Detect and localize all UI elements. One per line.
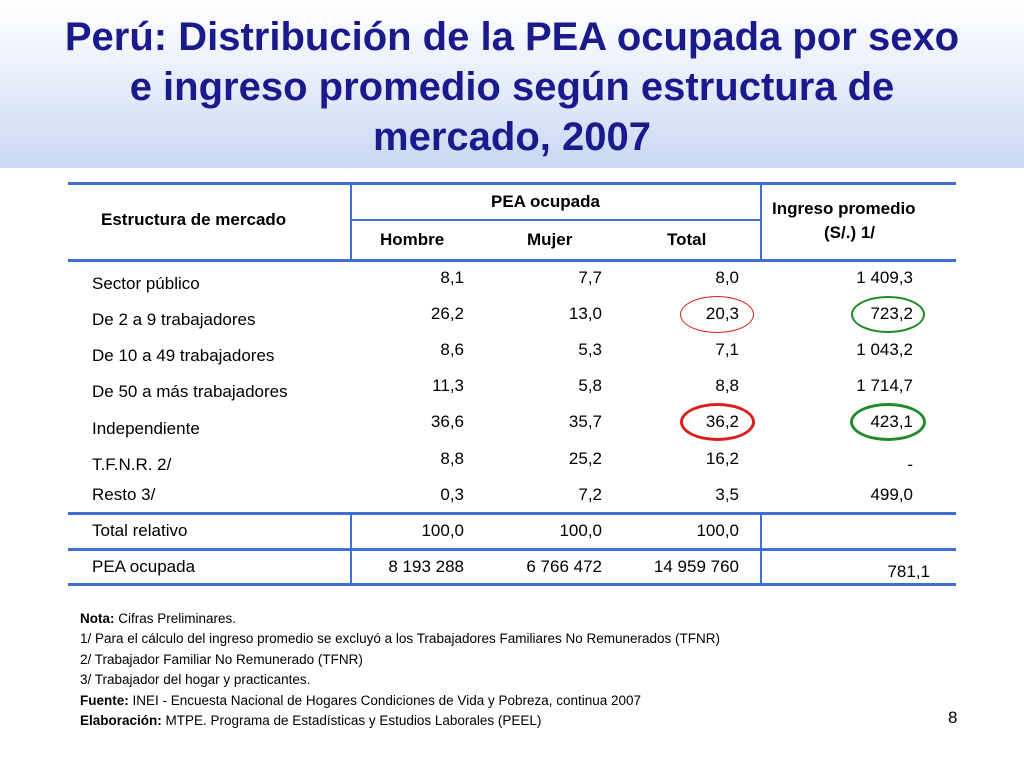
footnote-2: 2/ Trabajador Familiar No Remunerado (TFNR)	[80, 651, 363, 667]
title-line-1: Perú: Distribución de la PEA ocupada por sexo	[64, 15, 960, 59]
row-label: T.F.N.R. 2/	[92, 455, 172, 474]
cell-mujer: 35,7	[568, 412, 602, 431]
total-relativo-top-rule	[68, 512, 956, 515]
row-label: De 2 a 9 trabajadores	[92, 310, 256, 329]
col-divider-2-body	[760, 513, 762, 584]
nota-label: Nota:	[80, 611, 115, 626]
cell-ingreso: 1 409,3	[856, 268, 913, 287]
cell-ingreso: 423,1	[870, 412, 913, 431]
col-divider-1-body	[350, 513, 352, 584]
row-label: De 10 a 49 trabajadores	[92, 346, 275, 365]
cell-hombre: 8,1	[440, 268, 464, 287]
col-divider-1-header	[350, 183, 352, 259]
nota-text: Cifras Preliminares.	[114, 611, 237, 626]
total-relativo-mujer: 100,0	[559, 521, 602, 540]
cell-total: 20,3	[705, 304, 739, 323]
cell-ingreso: 1 714,7	[856, 376, 913, 395]
pea-ocupada-mujer: 6 766 472	[526, 557, 602, 576]
cell-total: 7,1	[715, 340, 739, 359]
cell-mujer: 5,8	[578, 376, 602, 395]
cell-mujer: 7,7	[578, 268, 602, 287]
cell-mujer: 13,0	[568, 304, 602, 323]
header-ingreso-line1: Ingreso promedio	[772, 199, 916, 218]
pea-header-rule	[351, 219, 761, 221]
cell-mujer: 5,3	[578, 340, 602, 359]
note-line	[80, 609, 720, 629]
header-total: Total	[667, 230, 707, 249]
header-bottom-rule	[68, 259, 956, 262]
table-top-rule	[68, 182, 956, 185]
header-hombre: Hombre	[380, 230, 445, 249]
total-relativo-hombre: 100,0	[421, 521, 464, 540]
elaboration-line	[80, 711, 720, 731]
fuente-text: INEI - Encuesta Nacional de Hogares Condiciones de Vida y Pobreza, continua 2007	[128, 692, 642, 708]
highlight-circle-green-423-1	[850, 403, 926, 441]
cell-hombre: 8,8	[440, 449, 464, 468]
footnote-1: 1/ Para el cálculo del ingreso promedio se excluyó a los Trabajadores Familiares No Remunerados (TFNR)	[80, 631, 721, 647]
col-divider-2-header	[760, 183, 762, 259]
cell-hombre: 0,3	[440, 485, 464, 504]
cell-total: 16,2	[705, 449, 739, 468]
cell-mujer: 7,2	[578, 485, 602, 504]
header-ingreso-line2: (S/.) 1/	[824, 223, 876, 242]
highlight-circle-red-20-3	[680, 296, 754, 333]
footnotes	[80, 609, 720, 731]
header-pea-ocupada: PEA ocupada	[491, 192, 600, 211]
row-label: Independiente	[92, 419, 200, 438]
highlight-circle-red-36-2	[680, 403, 755, 441]
cell-ingreso: 723,2	[870, 304, 913, 323]
elaboracion-label: Elaboración:	[80, 713, 162, 729]
elaboracion-text: MTPE. Programa de Estadísticas y Estudios Laborales (PEEL)	[161, 713, 542, 729]
cell-hombre: 26,2	[430, 304, 464, 323]
cell-ingreso: 499,0	[870, 485, 913, 504]
fuente-label: Fuente:	[80, 692, 129, 708]
pea-ocupada-total: 14 959 760	[653, 557, 739, 576]
cell-total: 3,5	[715, 485, 739, 504]
cell-hombre: 36,6	[430, 412, 464, 431]
pea-ocupada-label: PEA ocupada	[92, 557, 196, 576]
title-line-3: mercado, 2007	[373, 115, 651, 159]
cell-total: 8,0	[715, 268, 739, 287]
source-line	[80, 691, 720, 711]
row-label: Sector público	[92, 274, 200, 293]
cell-hombre: 8,6	[440, 340, 464, 359]
cell-ingreso: -	[907, 455, 913, 474]
cell-hombre: 11,3	[432, 376, 464, 395]
slide-title	[40, 12, 984, 162]
title-line-2: e ingreso promedio según estructura de	[129, 65, 895, 109]
cell-total: 8,8	[715, 376, 739, 395]
footnote-3: 3/ Trabajador del hogar y practicantes.	[80, 672, 311, 688]
cell-total: 36,2	[705, 412, 739, 431]
pea-ocupada-ingreso: 781,1	[887, 562, 930, 581]
pea-row-top-rule	[68, 548, 956, 551]
pea-ocupada-hombre: 8 193 288	[388, 557, 464, 576]
highlight-circle-green-723-2	[851, 296, 925, 333]
header-estructura: Estructura de mercado	[101, 210, 287, 229]
header-mujer: Mujer	[527, 230, 573, 249]
total-relativo-label: Total relativo	[92, 521, 188, 540]
total-relativo-total: 100,0	[696, 521, 739, 540]
row-label: De 50 a más trabajadores	[92, 382, 288, 401]
page-number: 8	[948, 708, 958, 727]
row-label: Resto 3/	[92, 485, 156, 504]
cell-mujer: 25,2	[568, 449, 602, 468]
table-bottom-rule	[68, 583, 956, 586]
cell-ingreso: 1 043,2	[856, 340, 913, 359]
